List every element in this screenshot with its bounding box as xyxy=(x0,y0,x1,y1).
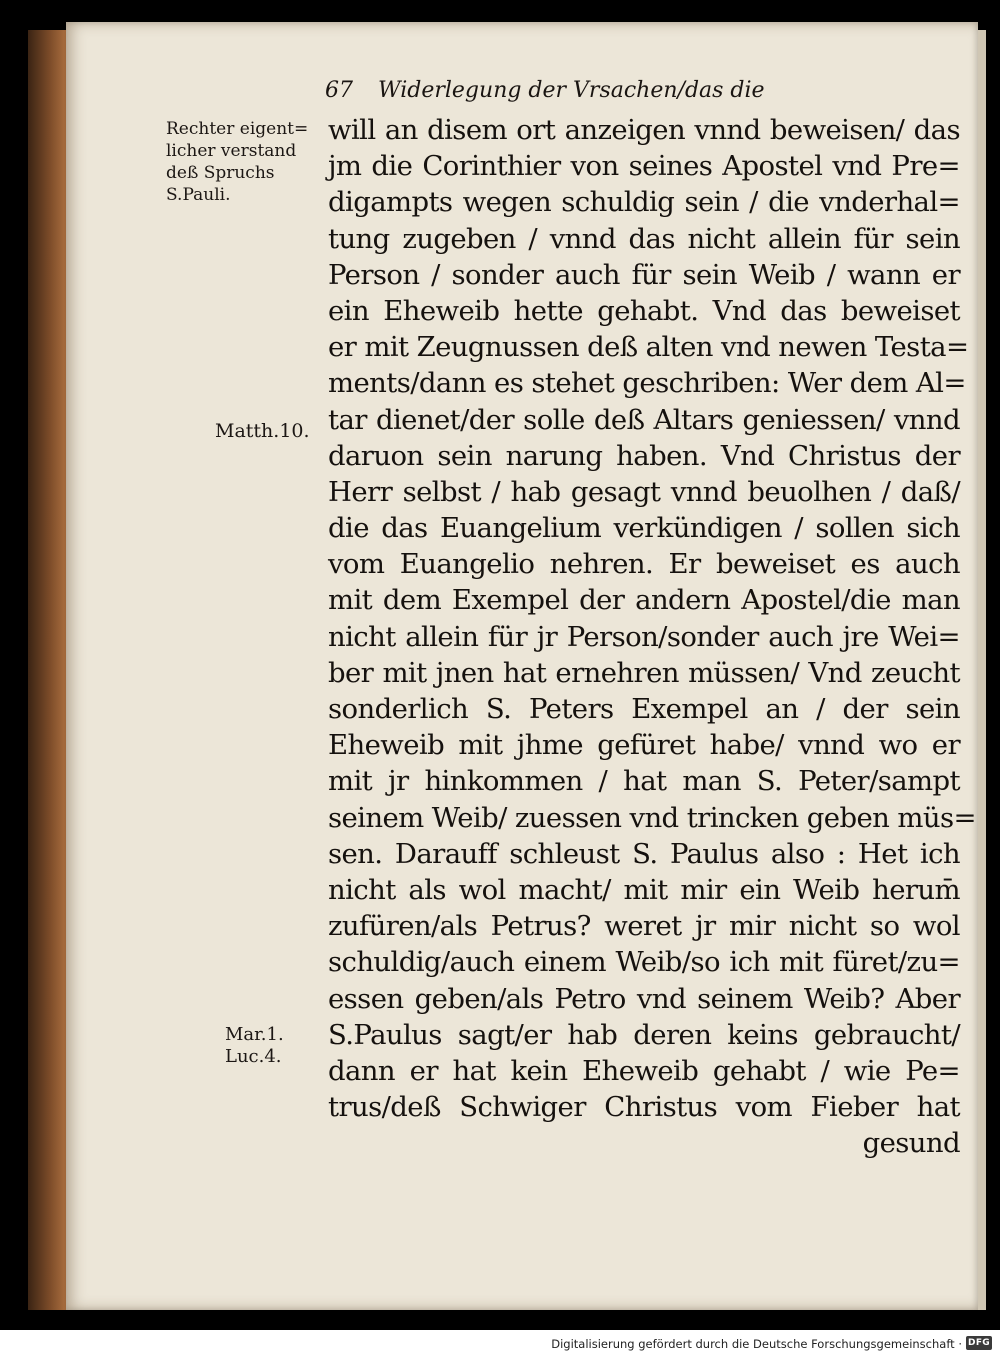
text-line: daruon sein narung haben. Vnd Christus der xyxy=(328,439,960,472)
text-line: er mit Zeugnussen deß alten vnd newen Testa= xyxy=(328,331,969,364)
text-line: mit jr hinkommen / hat man S. Peter/sampt xyxy=(328,765,960,798)
text-line: Person / sonder auch für sein Weib / wann er xyxy=(328,258,960,291)
margin-note-line: Rechter eigent= xyxy=(166,119,309,139)
text-line: vom Euangelio nehren. Er beweiset es auch xyxy=(328,548,960,581)
text-line: trus/deß Schwiger Christus vom Fieber hat xyxy=(328,1091,960,1124)
margin-note-line: S.Pauli. xyxy=(166,185,231,205)
footer-credit: Digitalisierung gefördert durch die Deutsche Forschungsgemeinschaft · xyxy=(551,1337,962,1351)
margin-note-sense xyxy=(166,118,308,206)
text-line: tar dienet/der solle deß Altars geniessen/ vnnd xyxy=(328,403,960,436)
text-line: mit dem Exempel der andern Apostel/die man xyxy=(328,584,960,617)
text-line: ber mit jnen hat ernehren müssen/ Vnd zeucht xyxy=(328,656,960,689)
text-line: S.Paulus sagt/er hab deren keins gebraucht/ xyxy=(328,1018,960,1051)
page-number: 67 xyxy=(325,78,353,103)
dfg-logo-icon: DFG xyxy=(966,1336,992,1350)
text-line: seinem Weib/ zuessen vnd trincken geben müs= xyxy=(328,801,976,834)
running-head xyxy=(325,78,825,103)
text-line: sen. Darauff schleust S. Paulus also : Het ich xyxy=(328,837,960,870)
margin-note-line: deß Spruchs xyxy=(166,163,275,183)
margin-note-line: Mar.1. xyxy=(225,1024,284,1045)
text-line: Eheweib mit jhme gefüret habe/ vnnd wo er xyxy=(328,729,960,762)
text-line: ein Eheweib hette gehabt. Vnd das beweiset xyxy=(328,294,960,327)
text-line: essen geben/als Petro vnd seinem Weib? Aber xyxy=(328,982,960,1015)
text-line: jm die Corinthier von seines Apostel vnd Pre= xyxy=(328,150,960,183)
margin-note-line: Luc.4. xyxy=(225,1046,282,1067)
text-line: ments/dann es stehet geschriben: Wer dem Al= xyxy=(328,367,966,400)
text-line: zufüren/als Petrus? weret jr mir nicht so wol xyxy=(328,910,960,943)
text-line: will an disem ort anzeigen vnnd beweisen/ das xyxy=(328,114,960,146)
text-line: die das Euangelium verkündigen / sollen sich xyxy=(328,512,960,545)
text-line: Herr selbst / hab gesagt vnnd beuolhen / daß/ xyxy=(328,475,960,508)
page-right-edge xyxy=(978,30,986,1310)
running-head-title: Widerlegung der Vrsachen/das die xyxy=(378,78,765,103)
margin-note-matthew: Matth.10. xyxy=(215,420,310,442)
body-text xyxy=(328,112,976,1161)
text-line: gesund xyxy=(862,1127,960,1160)
text-line: tung zugeben / vnnd das nicht allein für sein xyxy=(328,222,960,255)
margin-note-mark-luke xyxy=(225,1024,284,1068)
text-line: nicht als wol macht/ mit mir ein Weib herum̄ xyxy=(328,873,960,906)
text-line: dann er hat kein Eheweib gehabt / wie Pe= xyxy=(328,1054,960,1087)
text-line: nicht allein für jr Person/sonder auch jre Wei= xyxy=(328,620,960,653)
text-line: schuldig/auch einem Weib/so ich mit füret/zu= xyxy=(328,946,960,979)
margin-note-line: licher verstand xyxy=(166,141,297,161)
text-line: sonderlich S. Peters Exempel an / der sein xyxy=(328,693,960,725)
text-line: digampts wegen schuldig sein / die vnderhal= xyxy=(328,186,960,219)
